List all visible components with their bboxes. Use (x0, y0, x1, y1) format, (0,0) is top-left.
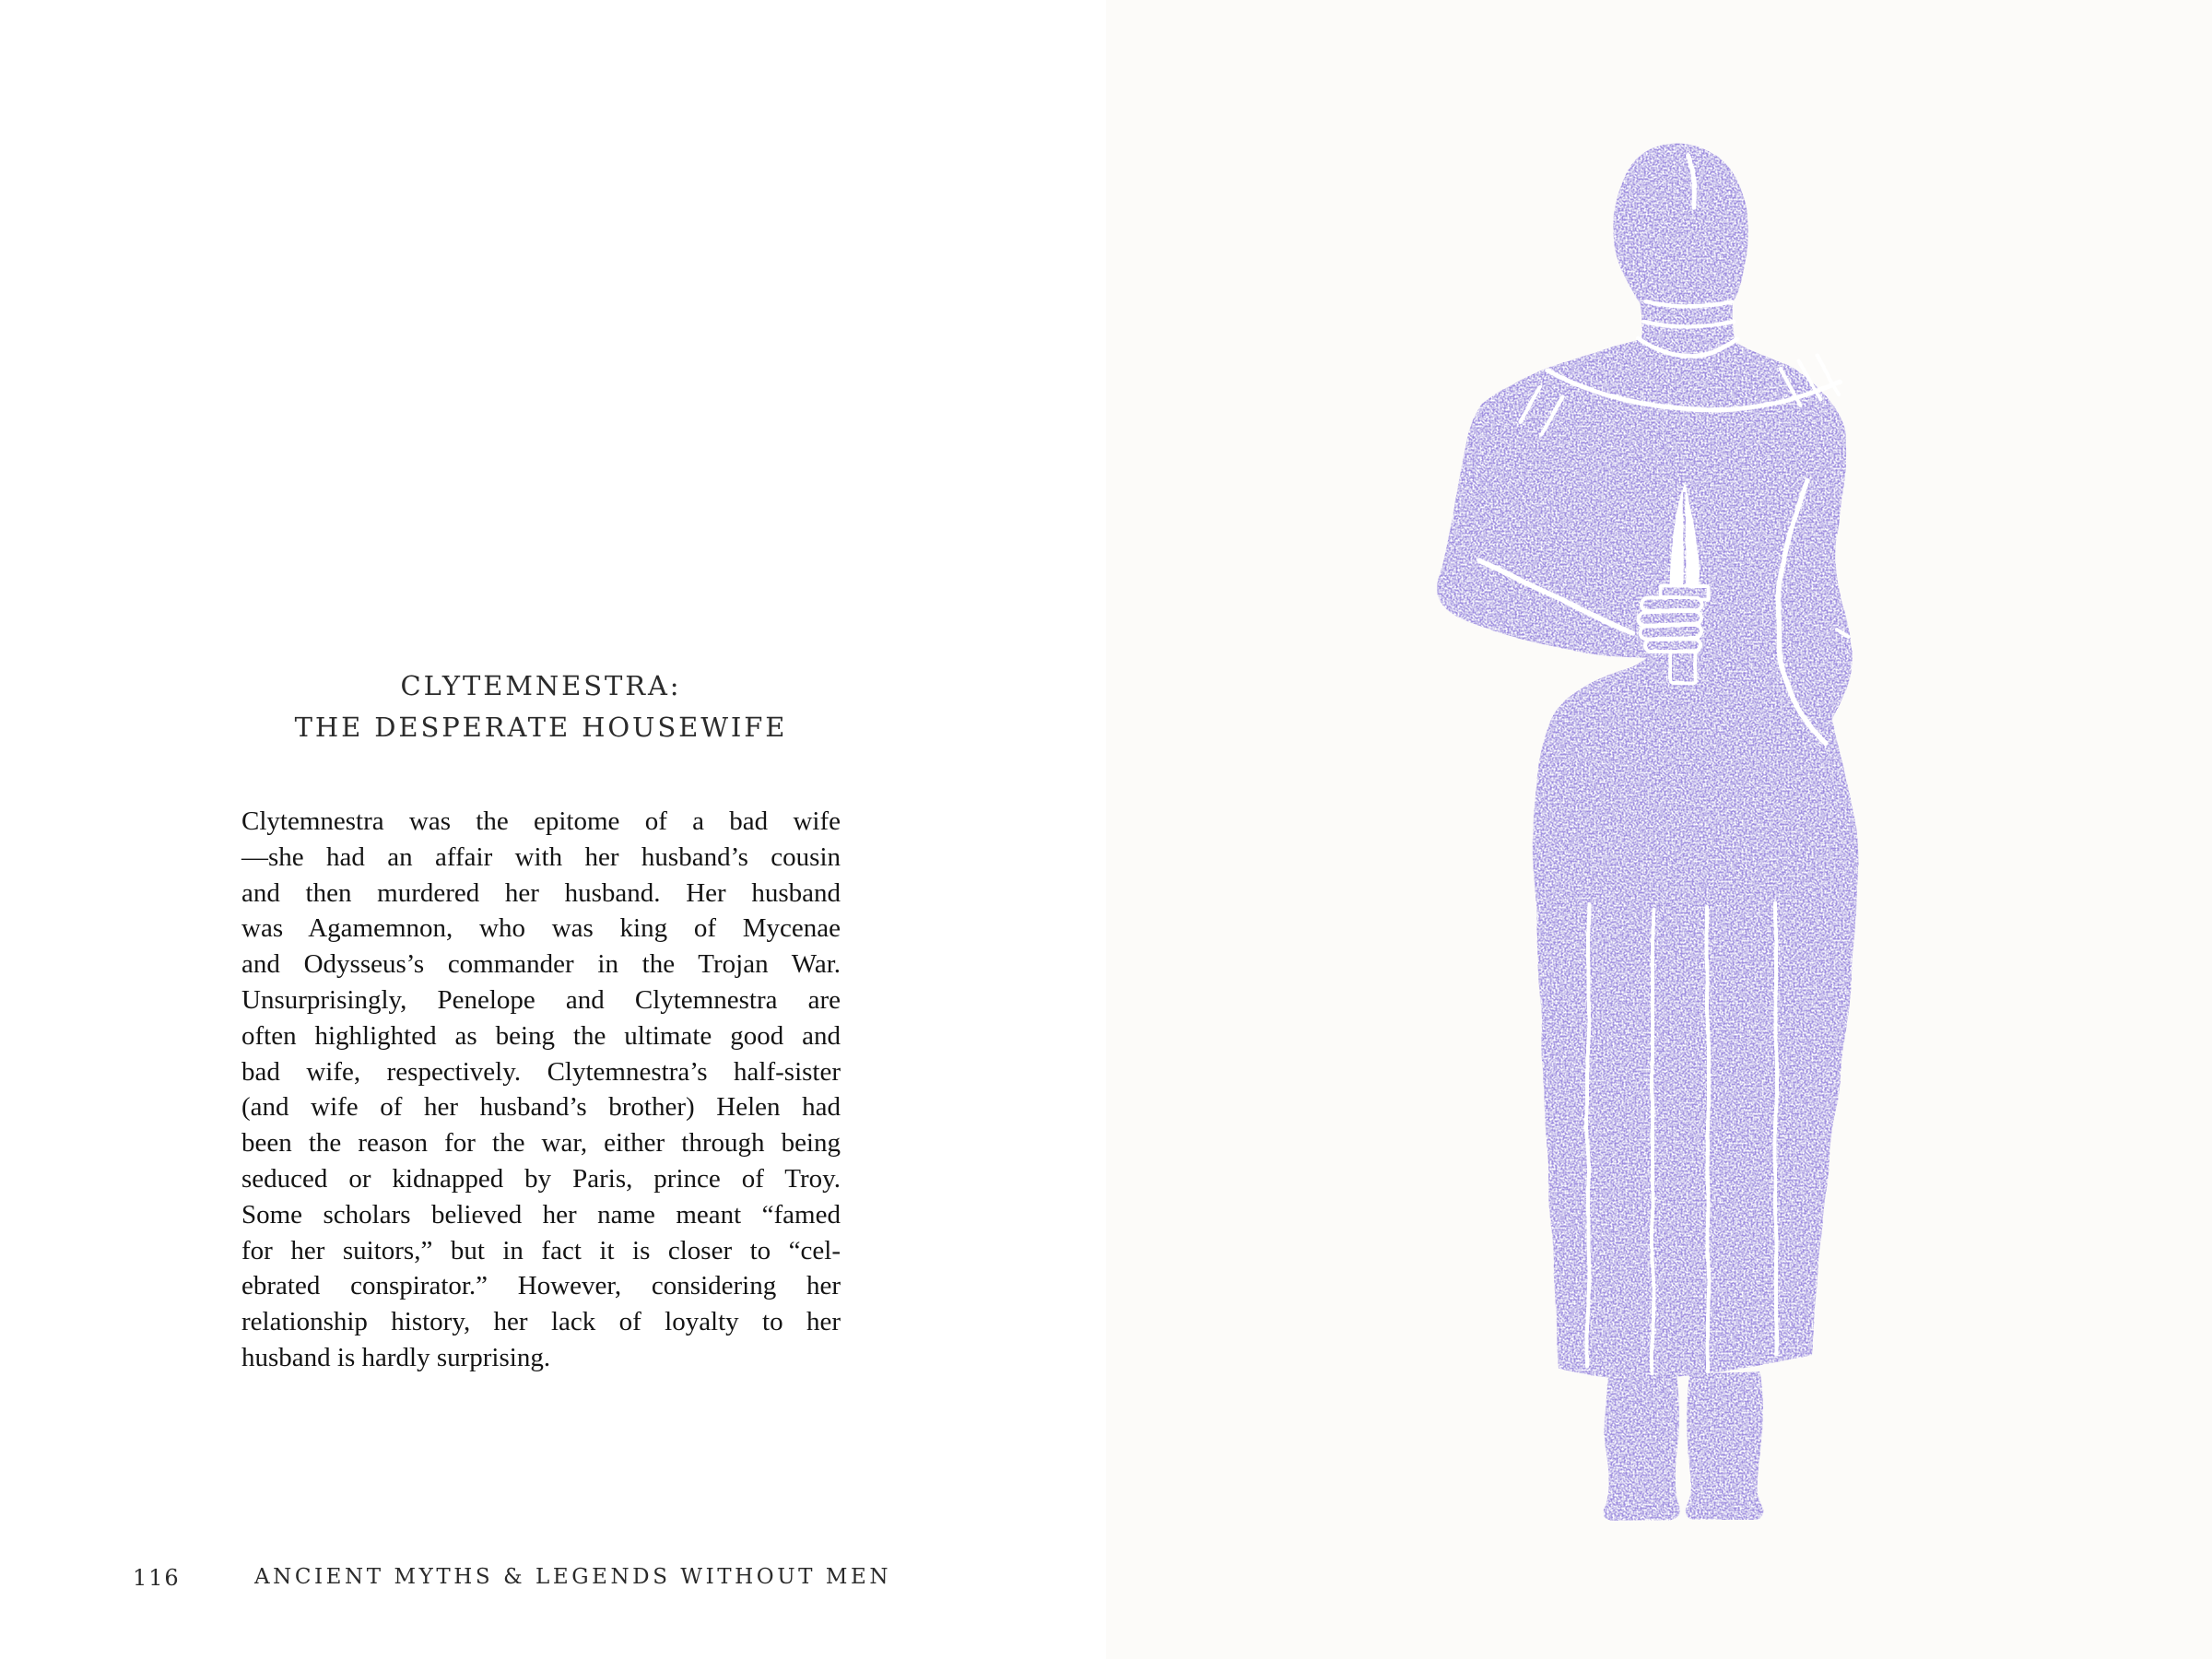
chapter-heading (241, 665, 841, 748)
body-text-line: and Odysseus’s commander in the Trojan War. (241, 949, 841, 980)
finger (1641, 626, 1702, 639)
chapter-heading-line2: THE DESPERATE HOUSEWIFE (294, 712, 788, 743)
body-text-line: been the reason for the war, either through being (241, 1128, 841, 1159)
body-text-line: relationship history, her lack of loyalty to her (241, 1307, 841, 1337)
chapter-heading-line1: CLYTEMNESTRA: (400, 670, 682, 701)
finger (1639, 612, 1702, 625)
body-text-line: and then murdered her husband. Her husband (241, 877, 841, 908)
body-text-line: husband is hardly surprising. (241, 1342, 551, 1372)
right-leg (1685, 1372, 1763, 1520)
finger (1645, 640, 1701, 652)
left-leg (1604, 1374, 1679, 1520)
running-footer-title: ANCIENT MYTHS & LEGENDS WITHOUT MEN (254, 1565, 892, 1589)
body-text (241, 804, 841, 1376)
woman-silhouette (1438, 144, 1857, 1378)
body-text-line: Unsurprisingly, Penelope and Clytemnestra are (241, 984, 841, 1015)
body-text-line: seduced or kidnapped by Paris, prince of Troy. (241, 1163, 841, 1194)
body-text-line: often highlighted as being the ultimate good and (241, 1020, 841, 1051)
finger (1641, 598, 1702, 611)
body-text-line: (and wife of her husband’s brother) Helen had (241, 1092, 841, 1123)
running-footer (0, 1565, 1106, 1602)
body-text-line: was Agamemnon, who was king of Mycenae (241, 913, 841, 944)
gripping-hand (1639, 598, 1702, 652)
body-text-line: Some scholars believed her name meant “famed (241, 1199, 841, 1230)
body-text-line: Clytemnestra was the epitome of a bad wife (241, 806, 841, 836)
body-text-line: —she had an affair with her husband’s cousin (241, 841, 841, 872)
page-number: 116 (133, 1565, 181, 1591)
body-text-line: for her suitors,” but in fact it is closer to “cel- (241, 1235, 841, 1265)
body-text-line: bad wife, respectively. Clytemnestra’s half-sister (241, 1056, 841, 1087)
body-text-line: ebrated conspirator.” However, considering her (241, 1271, 841, 1301)
clytemnestra-illustration (1419, 111, 1899, 1548)
